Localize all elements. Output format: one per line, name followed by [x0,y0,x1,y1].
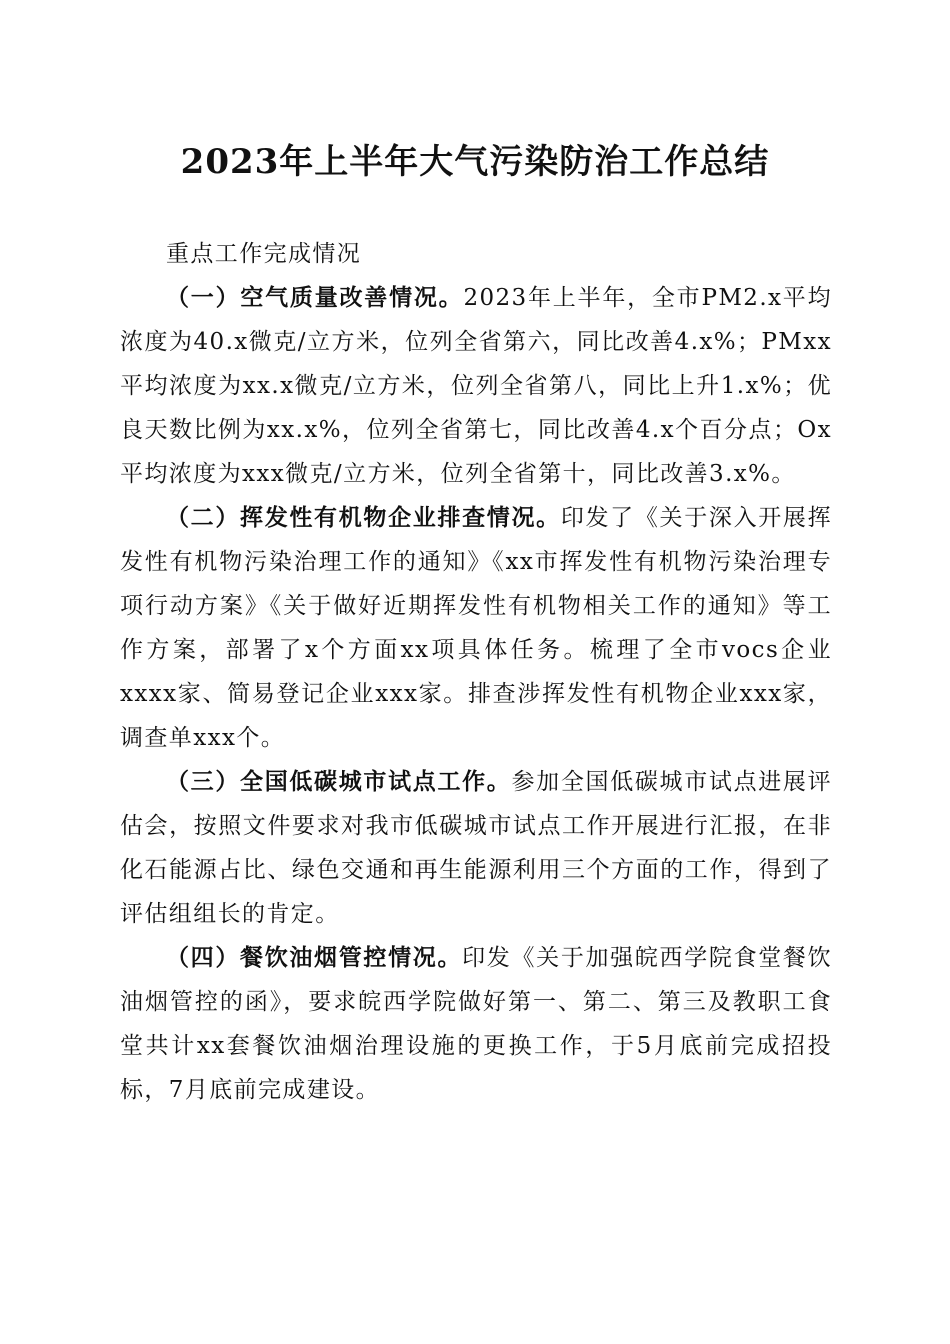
paragraph-text: 2023年上半年，全市PM2.x平均浓度为40.x微克/立方米，位列全省第六，同比改善4.x%；PMxx平均浓度为xx.x微克/立方米，位列全省第八，同比上升1.x%；优良天数比例为xx.x%，位列全省第七，同比改善4.x个百分点；Ox平均浓度为xxx微克/立方米，位列全省第十，同比改善3.x%。 [120,285,832,487]
paragraph-text: 参加全国低碳城市试点进展评估会，按照文件要求对我市低碳城市试点工作开展进行汇报，在非化石能源占比、绿色交通和再生能源利用三个方面的工作，得到了评估组组长的肯定。 [120,769,833,927]
paragraph-lead: （二）挥发性有机物企业排查情况。 [166,504,561,531]
paragraph-low-carbon-pilot [120,760,832,936]
document-body [120,232,832,1112]
paragraph-text: 印发《关于加强皖西学院食堂餐饮油烟管控的函》，要求皖西学院做好第一、第二、第三及教职工食堂共计xx套餐饮油烟治理设施的更换工作，于5月底前完成招投标，7月底前完成建设。 [120,945,832,1103]
paragraph-cooking-fume-control [120,936,832,1112]
paragraph-lead: （一）空气质量改善情况。 [166,284,464,311]
paragraph-text: 印发了《关于深入开展挥发性有机物污染治理工作的通知》《xx市挥发性有机物污染治理专项行动方案》《关于做好近期挥发性有机物相关工作的通知》等工作方案，部署了x个方面xx项具体任务。梳理了全市vocs企业xxxx家、简易登记企业xxx家。排查涉挥发性有机物企业xxx家，调查单xxx个。 [120,505,832,751]
paragraph-voc-survey [120,496,832,760]
paragraph-lead: （四）餐饮油烟管控情况。 [166,944,463,971]
paragraph-lead: （三）全国低碳城市试点工作。 [166,768,512,795]
document-title: 2023年上半年大气污染防治工作总结 [180,142,770,182]
section-heading: 重点工作完成情况 [166,241,362,267]
paragraph-air-quality [120,276,832,496]
